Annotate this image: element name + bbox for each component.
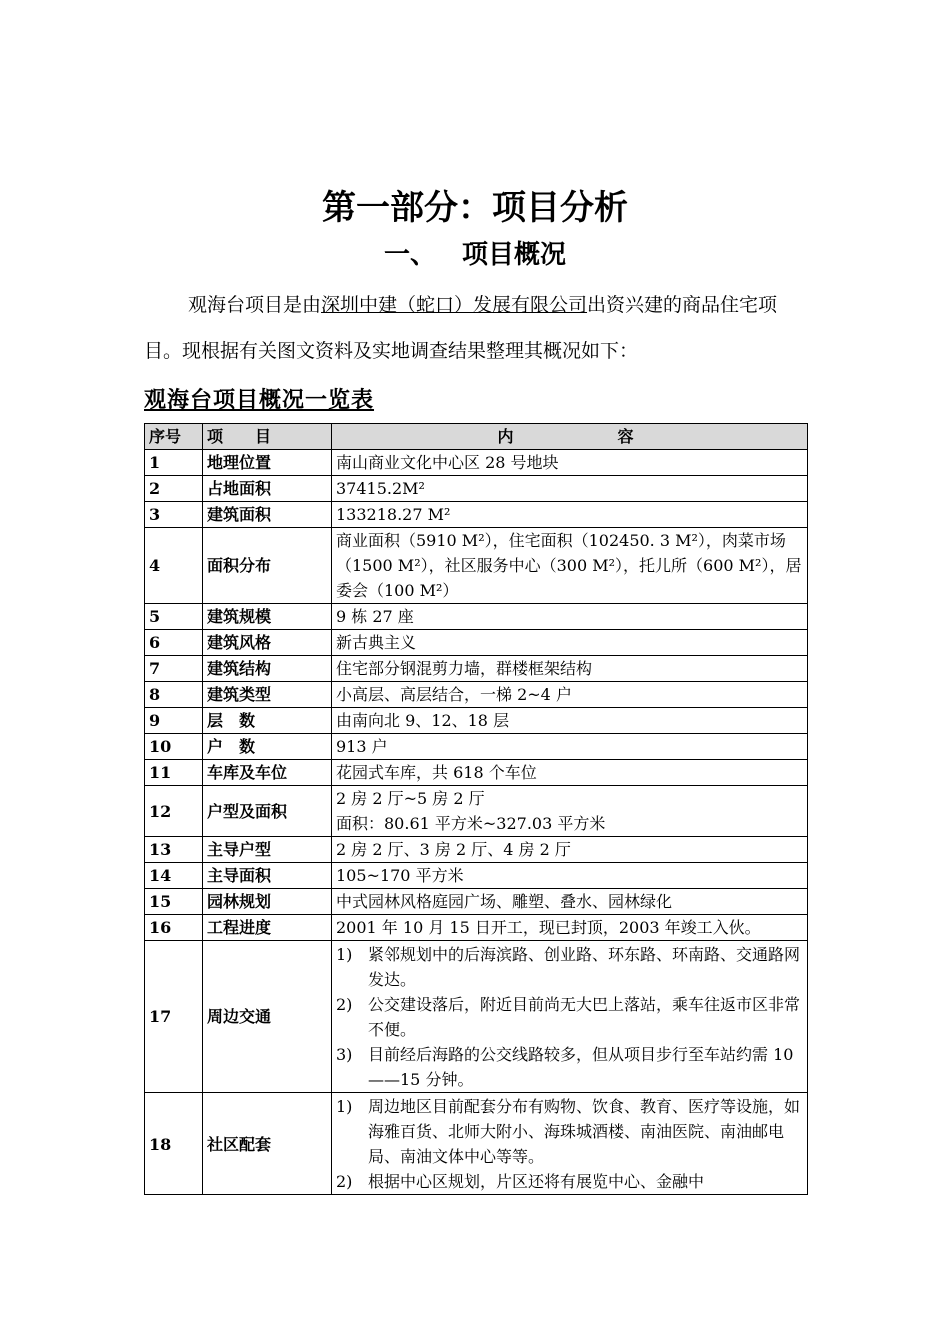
row-content: 商业面积（5910 M²），住宅面积（102450. 3 M²），肉菜市场（1500 M²），社区服务中心（300 M²），托儿所（600 M²），居委会（100 M²） — [332, 528, 808, 604]
row-number: 12 — [145, 786, 203, 837]
row-content: 105~170 平方米 — [332, 863, 808, 889]
row-content — [332, 786, 808, 837]
row-item: 占地面积 — [203, 476, 332, 502]
section-heading — [0, 234, 950, 271]
row-number: 8 — [145, 682, 203, 708]
numbered-list — [336, 942, 803, 1092]
row-number: 6 — [145, 630, 203, 656]
row-content — [332, 1093, 808, 1195]
table-title: 观海台项目概况一览表 — [144, 387, 375, 413]
table-row — [145, 915, 808, 941]
list-item-text: 公交建设落后，附近目前尚无大巴上落站，乘车往返市区非常不便。 — [368, 995, 801, 1039]
header-content: 内 容 — [332, 424, 808, 450]
row-item: 户 数 — [203, 734, 332, 760]
row-content: 133218.27 M² — [332, 502, 808, 528]
row-number: 15 — [145, 889, 203, 915]
row-item: 建筑风格 — [203, 630, 332, 656]
intro-pre: 观海台项目是由 — [188, 294, 322, 316]
table-row — [145, 528, 808, 604]
row-number: 1 — [145, 450, 203, 476]
row-content: 2001 年 10 月 15 日开工，现已封顶，2003 年竣工入伙。 — [332, 915, 808, 941]
list-item — [336, 1042, 803, 1092]
table-row — [145, 837, 808, 863]
row-content: 住宅部分钢混剪力墙，群楼框架结构 — [332, 656, 808, 682]
table-row — [145, 1093, 808, 1195]
row-item: 面积分布 — [203, 528, 332, 604]
row-number: 2 — [145, 476, 203, 502]
row-item: 建筑类型 — [203, 682, 332, 708]
content-line: 面积：80.61 平方米~327.03 平方米 — [336, 814, 606, 833]
list-item — [336, 992, 803, 1042]
list-item — [336, 942, 803, 992]
list-item — [336, 1169, 803, 1194]
list-item — [336, 1094, 803, 1169]
header-item: 项 目 — [203, 424, 332, 450]
list-item-number: 2) — [336, 1172, 353, 1191]
row-number: 13 — [145, 837, 203, 863]
row-number: 11 — [145, 760, 203, 786]
row-item: 建筑结构 — [203, 656, 332, 682]
table-row — [145, 682, 808, 708]
row-number: 10 — [145, 734, 203, 760]
list-item-number: 1) — [336, 945, 353, 964]
row-content: 913 户 — [332, 734, 808, 760]
section-label: 项目概况 — [462, 240, 567, 270]
row-content: 37415.2M² — [332, 476, 808, 502]
row-item: 园林规划 — [203, 889, 332, 915]
list-item-text: 紧邻规划中的后海滨路、创业路、环东路、环南路、交通路网发达。 — [368, 945, 801, 989]
row-content — [332, 941, 808, 1093]
row-number: 7 — [145, 656, 203, 682]
list-item-text: 周边地区目前配套分布有购物、饮食、教育、医疗等设施，如海雅百货、北师大附小、海珠城酒楼、南油医院、南油邮电局、南油文体中心等等。 — [368, 1097, 801, 1166]
table-row — [145, 502, 808, 528]
table-row — [145, 630, 808, 656]
row-content: 由南向北 9、12、18 层 — [332, 708, 808, 734]
row-item: 户型及面积 — [203, 786, 332, 837]
row-content: 中式园林风格庭园广场、雕塑、叠水、园林绿化 — [332, 889, 808, 915]
row-number: 16 — [145, 915, 203, 941]
row-item: 社区配套 — [203, 1093, 332, 1195]
table-row — [145, 656, 808, 682]
intro-post: 出资兴建的商品住宅项目。现根据有关图文资料及实地调查结果整理其概况如下： — [144, 294, 778, 362]
row-item: 层 数 — [203, 708, 332, 734]
row-number: 14 — [145, 863, 203, 889]
list-item-number: 2) — [336, 995, 353, 1014]
row-item: 工程进度 — [203, 915, 332, 941]
row-content: 花园式车库，共 618 个车位 — [332, 760, 808, 786]
company-name: 深圳中建（蛇口）发展有限公司 — [321, 294, 588, 316]
row-content: 南山商业文化中心区 28 号地块 — [332, 450, 808, 476]
table-row — [145, 889, 808, 915]
table-row — [145, 941, 808, 1093]
table-row — [145, 450, 808, 476]
overview-table — [144, 423, 808, 1195]
row-item: 周边交通 — [203, 941, 332, 1093]
table-header-row — [145, 424, 808, 450]
table-row — [145, 476, 808, 502]
row-content: 新古典主义 — [332, 630, 808, 656]
row-number: 4 — [145, 528, 203, 604]
table-row — [145, 863, 808, 889]
row-content: 2 房 2 厅、3 房 2 厅、4 房 2 厅 — [332, 837, 808, 863]
list-item-text: 目前经后海路的公交线路较多，但从项目步行至车站约需 10——15 分钟。 — [368, 1045, 794, 1089]
row-number: 5 — [145, 604, 203, 630]
row-item: 主导面积 — [203, 863, 332, 889]
list-item-number: 1) — [336, 1097, 353, 1116]
table-row — [145, 760, 808, 786]
row-number: 18 — [145, 1093, 203, 1195]
row-item: 主导户型 — [203, 837, 332, 863]
numbered-list — [336, 1094, 803, 1194]
row-item: 建筑规模 — [203, 604, 332, 630]
section-number: 一、 — [383, 240, 436, 270]
page-title: 第一部分：项目分析 — [322, 188, 628, 228]
table-row — [145, 708, 808, 734]
row-number: 17 — [145, 941, 203, 1093]
row-item: 地理位置 — [203, 450, 332, 476]
header-no: 序号 — [145, 424, 203, 450]
list-item-text: 根据中心区规划，片区还将有展览中心、金融中 — [368, 1172, 705, 1191]
row-number: 3 — [145, 502, 203, 528]
list-item-number: 3) — [336, 1045, 353, 1064]
row-number: 9 — [145, 708, 203, 734]
table-row — [145, 734, 808, 760]
content-line: 2 房 2 厅~5 房 2 厅 — [336, 789, 485, 808]
row-content: 小高层、高层结合，一梯 2~4 户 — [332, 682, 808, 708]
row-item: 建筑面积 — [203, 502, 332, 528]
intro-paragraph — [144, 282, 808, 374]
row-content: 9 栋 27 座 — [332, 604, 808, 630]
row-item: 车库及车位 — [203, 760, 332, 786]
table-row — [145, 604, 808, 630]
table-row — [145, 786, 808, 837]
